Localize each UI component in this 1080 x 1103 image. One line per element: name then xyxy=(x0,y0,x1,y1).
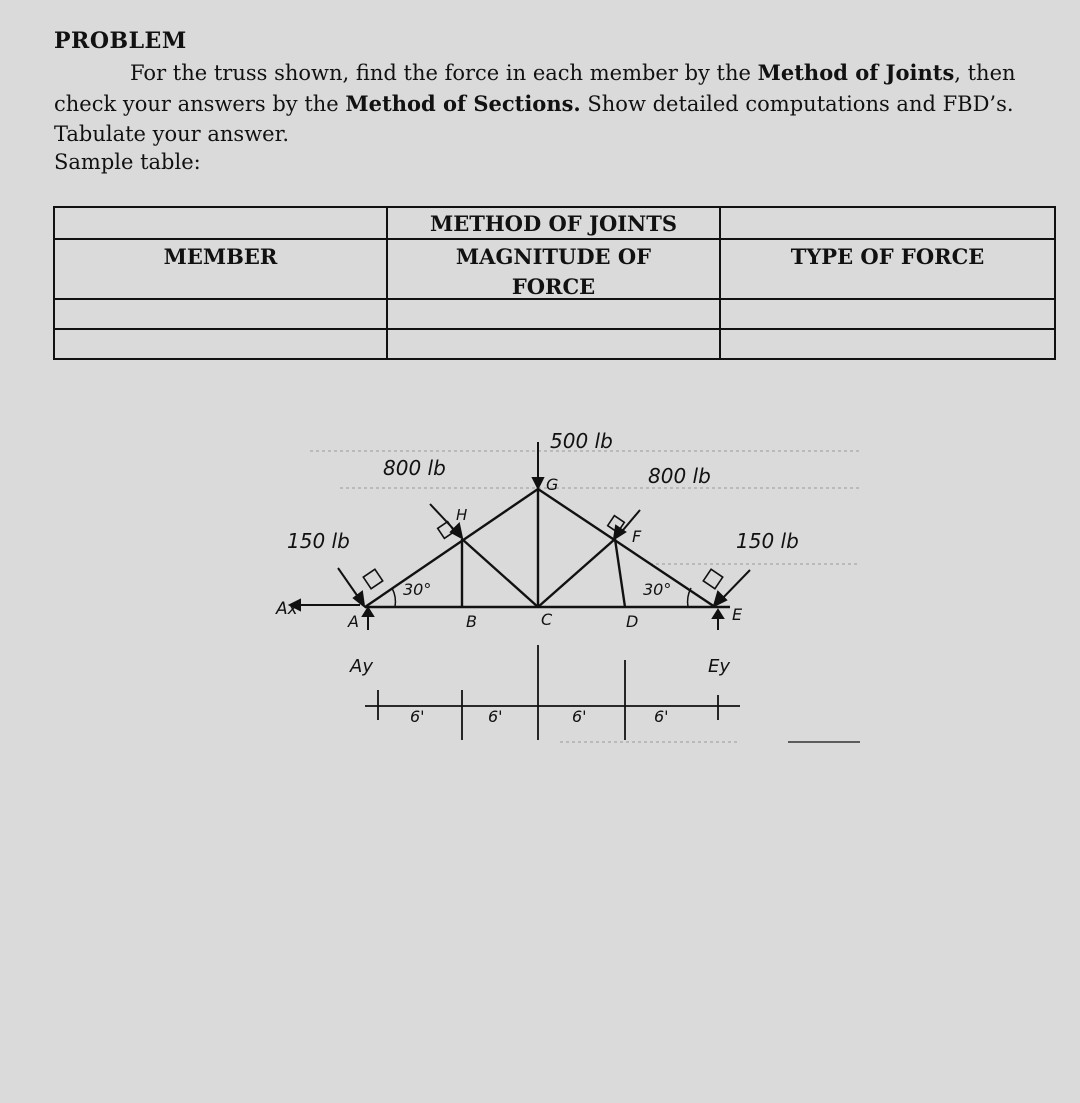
statement-text-2: , then check your answers by the xyxy=(54,61,1016,116)
reaction-Ay-label: Ay xyxy=(350,656,373,677)
load-F-label: 800 lb xyxy=(648,464,711,488)
joint-E-label: E xyxy=(732,605,743,624)
angle-left-label: 30° xyxy=(403,580,432,599)
table-cell[interactable] xyxy=(720,329,1055,359)
member-HC xyxy=(462,539,538,607)
reaction-Ey-label: Ey xyxy=(708,656,731,677)
angle-right-label: 30° xyxy=(643,580,672,599)
header-member-label: MEMBER xyxy=(163,244,278,269)
load-G-label: 500 lb xyxy=(550,429,613,453)
header-member xyxy=(54,207,387,299)
table-header-row xyxy=(54,207,1055,299)
joint-H-label: H xyxy=(456,506,468,524)
header-method-of-joints xyxy=(387,207,720,299)
joint-G-label: G xyxy=(546,475,559,494)
angle-arc-left xyxy=(392,588,395,607)
truss-diagram xyxy=(270,420,870,750)
header-type-label: TYPE OF FORCE xyxy=(790,244,985,269)
statement-text-1: For the truss shown, find the force in each member by the xyxy=(130,61,758,85)
member-FD xyxy=(615,539,625,607)
header-magnitude-label: MAGNITUDE OF xyxy=(455,244,652,269)
table-cell[interactable] xyxy=(387,329,720,359)
joint-D-label: D xyxy=(626,612,639,631)
load-A-label: 150 lb xyxy=(287,529,350,553)
sample-table-label: Sample table: xyxy=(54,150,201,174)
load-E-label: 150 lb xyxy=(736,529,799,553)
load-H-label: 800 lb xyxy=(383,456,446,480)
spacing-3-label: 6' xyxy=(572,707,587,726)
reaction-Ax-label: Ax xyxy=(276,599,298,619)
spacing-4-label: 6' xyxy=(654,707,669,726)
spacing-2-label: 6' xyxy=(488,707,503,726)
problem-title: PROBLEM xyxy=(54,28,187,54)
statement-text-3: Show detailed computations and FBD’s. Tabulate your answer. xyxy=(54,91,1014,146)
table-row xyxy=(54,299,1055,329)
member-GE xyxy=(538,489,715,607)
sample-table xyxy=(53,206,1056,360)
perpendicular-marks xyxy=(363,516,722,589)
member-AG xyxy=(365,489,538,607)
joint-B-label: B xyxy=(466,612,477,631)
table-cell[interactable] xyxy=(720,299,1055,329)
joint-A-label: A xyxy=(348,612,359,631)
header-type-of-force xyxy=(720,207,1055,299)
member-FC xyxy=(538,539,615,607)
angle-arc-right xyxy=(688,588,691,607)
table-cell[interactable] xyxy=(54,329,387,359)
statement-bold-2: Method of Sections. xyxy=(345,90,581,116)
table-cell[interactable] xyxy=(54,299,387,329)
statement-bold-1: Method of Joints xyxy=(757,60,955,85)
joint-C-label: C xyxy=(541,610,553,629)
table-cell[interactable] xyxy=(387,299,720,329)
joint-F-label: F xyxy=(632,527,642,546)
problem-statement xyxy=(54,58,1064,150)
header-force-label: FORCE xyxy=(511,274,596,299)
header-method-label: METHOD OF JOINTS xyxy=(429,211,678,236)
scan-lines xyxy=(310,451,860,742)
spacing-1-label: 6' xyxy=(410,707,425,726)
table-row xyxy=(54,329,1055,359)
